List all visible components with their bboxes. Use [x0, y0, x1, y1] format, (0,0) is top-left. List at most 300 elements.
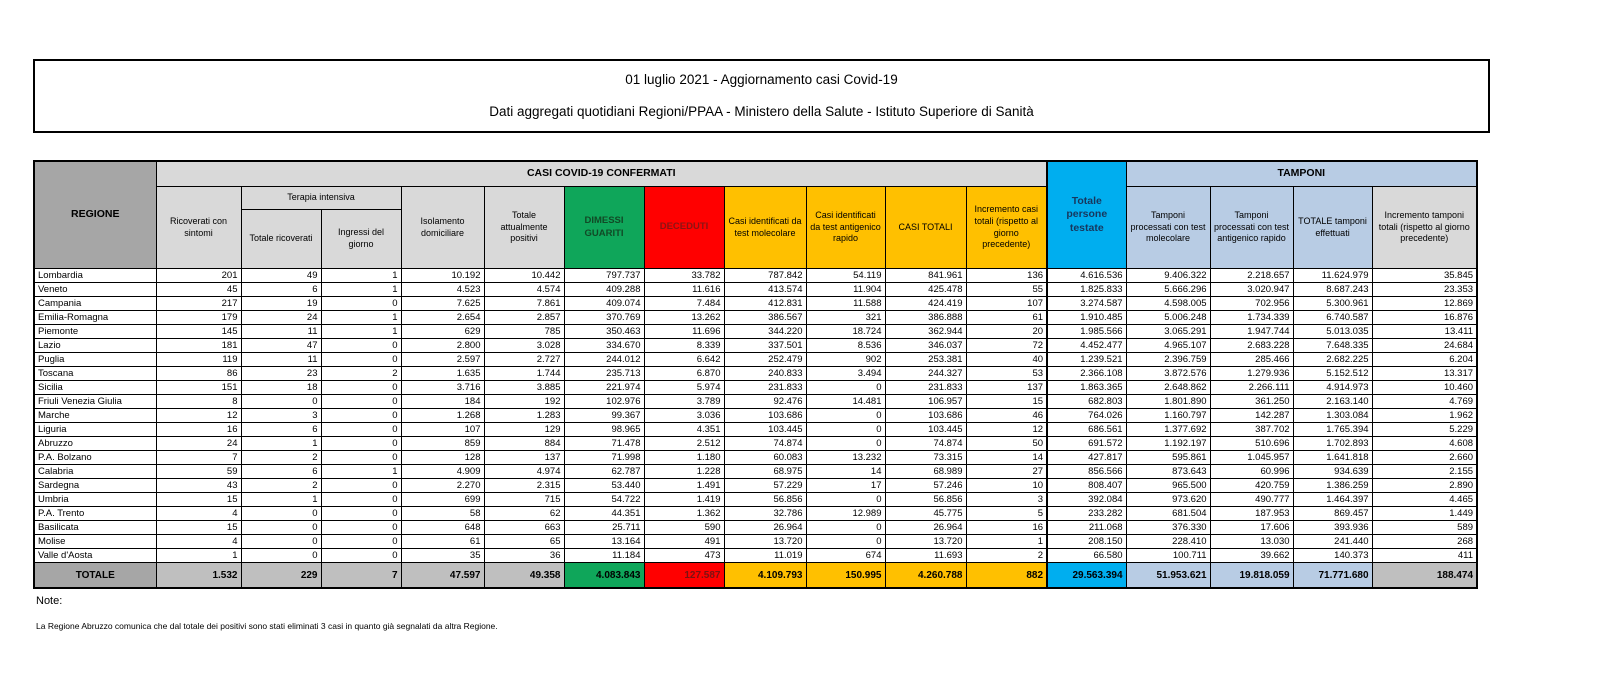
col-header-deceduti: DECEDUTI [644, 187, 724, 269]
value-cell: 6 [241, 283, 321, 297]
value-cell: 16.876 [1372, 311, 1477, 325]
value-cell: 2.800 [401, 339, 484, 353]
value-cell: 1.160.797 [1126, 409, 1210, 423]
table-row [34, 353, 1477, 367]
value-cell: 702.956 [1210, 297, 1293, 311]
value-cell: 4 [156, 535, 241, 549]
value-cell: 344.220 [724, 325, 806, 339]
value-cell: 1.180 [644, 451, 724, 465]
value-cell: 102.976 [564, 395, 644, 409]
value-cell: 11.624.979 [1293, 269, 1372, 283]
value-cell: 1 [321, 465, 401, 479]
value-cell: 11 [241, 325, 321, 339]
total-value-cell: 49.358 [484, 563, 564, 589]
value-cell: 208.150 [1047, 535, 1126, 549]
value-cell: 1 [321, 269, 401, 283]
value-cell: 4.965.107 [1126, 339, 1210, 353]
table-body [34, 269, 1477, 589]
value-cell: 0 [321, 493, 401, 507]
report-header [33, 59, 1490, 133]
region-name-cell: Calabria [34, 465, 156, 479]
value-cell: 8.687.243 [1293, 283, 1372, 297]
value-cell: 10.460 [1372, 381, 1477, 395]
value-cell: 4.616.536 [1047, 269, 1126, 283]
value-cell: 0 [806, 381, 885, 395]
table-row [34, 325, 1477, 339]
value-cell: 5.300.961 [1293, 297, 1372, 311]
col-header-casi-totali: CASI TOTALI [885, 187, 966, 269]
value-cell: 764.026 [1047, 409, 1126, 423]
region-name-cell: Lazio [34, 339, 156, 353]
value-cell: 1.377.692 [1126, 423, 1210, 437]
value-cell: 3.028 [484, 339, 564, 353]
value-cell: 4.452.477 [1047, 339, 1126, 353]
value-cell: 3.716 [401, 381, 484, 395]
value-cell: 71.998 [564, 451, 644, 465]
table-row [34, 423, 1477, 437]
total-value-cell: 4.260.788 [885, 563, 966, 589]
value-cell: 1.635 [401, 367, 484, 381]
value-cell: 9.406.322 [1126, 269, 1210, 283]
value-cell: 53.440 [564, 479, 644, 493]
value-cell: 10.192 [401, 269, 484, 283]
value-cell: 5.974 [644, 381, 724, 395]
value-cell: 86 [156, 367, 241, 381]
value-cell: 181 [156, 339, 241, 353]
value-cell: 99.367 [564, 409, 644, 423]
region-name-cell: Toscana [34, 367, 156, 381]
value-cell: 0 [241, 395, 321, 409]
value-cell: 137 [484, 451, 564, 465]
value-cell: 7.648.335 [1293, 339, 1372, 353]
value-cell: 11.696 [644, 325, 724, 339]
value-cell: 6.740.587 [1293, 311, 1372, 325]
value-cell: 57.229 [724, 479, 806, 493]
value-cell: 217 [156, 297, 241, 311]
col-header-ricoverati-sintomi: Ricoverati con sintomi [156, 187, 241, 269]
value-cell: 3.885 [484, 381, 564, 395]
col-header-regione: REGIONE [34, 161, 156, 269]
value-cell: 1.362 [644, 507, 724, 521]
value-cell: 71.478 [564, 437, 644, 451]
value-cell: 8 [156, 395, 241, 409]
value-cell: 663 [484, 521, 564, 535]
col-header-persone-testate: Totale persone testate [1047, 161, 1126, 269]
region-name-cell: Campania [34, 297, 156, 311]
value-cell: 61 [401, 535, 484, 549]
value-cell: 1.985.566 [1047, 325, 1126, 339]
region-name-cell: Liguria [34, 423, 156, 437]
col-header-terapia-intensiva: Terapia intensiva [241, 187, 401, 210]
value-cell: 1.641.818 [1293, 451, 1372, 465]
value-cell: 1.947.744 [1210, 325, 1293, 339]
value-cell: 0 [321, 507, 401, 521]
col-header-attualmente-positivi: Totale attualmente positivi [484, 187, 564, 269]
value-cell: 6.642 [644, 353, 724, 367]
value-cell: 184 [401, 395, 484, 409]
value-cell: 4.608 [1372, 437, 1477, 451]
value-cell: 0 [806, 521, 885, 535]
value-cell: 142.287 [1210, 409, 1293, 423]
value-cell: 1.863.365 [1047, 381, 1126, 395]
value-cell: 145 [156, 325, 241, 339]
value-cell: 2.163.140 [1293, 395, 1372, 409]
value-cell: 346.037 [885, 339, 966, 353]
value-cell: 18.724 [806, 325, 885, 339]
total-value-cell: 47.597 [401, 563, 484, 589]
value-cell: 240.833 [724, 367, 806, 381]
value-cell: 235.713 [564, 367, 644, 381]
value-cell: 0 [241, 549, 321, 563]
value-cell: 35 [401, 549, 484, 563]
table-row [34, 451, 1477, 465]
value-cell: 420.759 [1210, 479, 1293, 493]
value-cell: 20 [966, 325, 1047, 339]
value-cell: 107 [966, 297, 1047, 311]
value-cell: 595.861 [1126, 451, 1210, 465]
col-header-totale-ricoverati: Totale ricoverati [241, 210, 321, 269]
value-cell: 53 [966, 367, 1047, 381]
value-cell: 187.953 [1210, 507, 1293, 521]
value-cell: 100.711 [1126, 549, 1210, 563]
value-cell: 2.512 [644, 437, 724, 451]
col-header-isolamento: Isolamento domiciliare [401, 187, 484, 269]
value-cell: 24.684 [1372, 339, 1477, 353]
value-cell: 4.523 [401, 283, 484, 297]
table-row [34, 507, 1477, 521]
value-cell: 36 [484, 549, 564, 563]
value-cell: 14 [806, 465, 885, 479]
value-cell: 873.643 [1126, 465, 1210, 479]
value-cell: 23 [241, 367, 321, 381]
value-cell: 24 [156, 437, 241, 451]
value-cell: 60.996 [1210, 465, 1293, 479]
total-value-cell: 1.532 [156, 563, 241, 589]
value-cell: 47 [241, 339, 321, 353]
value-cell: 4.574 [484, 283, 564, 297]
value-cell: 103.445 [885, 423, 966, 437]
value-cell: 808.407 [1047, 479, 1126, 493]
value-cell: 2.366.108 [1047, 367, 1126, 381]
value-cell: 10 [966, 479, 1047, 493]
col-header-incremento-casi: Incremento casi totali (rispetto al giorno precedente) [966, 187, 1047, 269]
value-cell: 884 [484, 437, 564, 451]
note-text: La Regione Abruzzo comunica che dal totale dei positivi sono stati eliminati 3 casi in quanto già segnalati da altra Regione. [36, 621, 498, 631]
value-cell: 1.801.890 [1126, 395, 1210, 409]
value-cell: 57.246 [885, 479, 966, 493]
value-cell: 45 [156, 283, 241, 297]
value-cell: 4.598.005 [1126, 297, 1210, 311]
value-cell: 13.164 [564, 535, 644, 549]
region-name-cell: Sardegna [34, 479, 156, 493]
table-row [34, 493, 1477, 507]
value-cell: 11.588 [806, 297, 885, 311]
table-row [34, 437, 1477, 451]
value-cell: 1.192.197 [1126, 437, 1210, 451]
value-cell: 55 [966, 283, 1047, 297]
value-cell: 119 [156, 353, 241, 367]
value-cell: 25.711 [564, 521, 644, 535]
value-cell: 1.910.485 [1047, 311, 1126, 325]
value-cell: 386.888 [885, 311, 966, 325]
value-cell: 7.484 [644, 297, 724, 311]
value-cell: 68.989 [885, 465, 966, 479]
value-cell: 0 [321, 437, 401, 451]
value-cell: 12.869 [1372, 297, 1477, 311]
covid-data-table [33, 160, 1478, 589]
value-cell: 841.961 [885, 269, 966, 283]
value-cell: 13.720 [885, 535, 966, 549]
value-cell: 3.036 [644, 409, 724, 423]
region-name-cell: Lombardia [34, 269, 156, 283]
value-cell: 409.288 [564, 283, 644, 297]
value-cell: 0 [321, 339, 401, 353]
value-cell: 54.119 [806, 269, 885, 283]
total-value-cell: 29.563.394 [1047, 563, 1126, 589]
value-cell: 1.045.957 [1210, 451, 1293, 465]
table-row [34, 367, 1477, 381]
value-cell: 0 [321, 353, 401, 367]
region-name-cell: P.A. Trento [34, 507, 156, 521]
table-row [34, 409, 1477, 423]
value-cell: 39.662 [1210, 549, 1293, 563]
value-cell: 1 [966, 535, 1047, 549]
value-cell: 2.315 [484, 479, 564, 493]
region-name-cell: P.A. Bolzano [34, 451, 156, 465]
total-value-cell: 51.953.621 [1126, 563, 1210, 589]
value-cell: 425.478 [885, 283, 966, 297]
value-cell: 2 [321, 367, 401, 381]
region-name-cell: Sicilia [34, 381, 156, 395]
value-cell: 1.765.394 [1293, 423, 1372, 437]
value-cell: 13.030 [1210, 535, 1293, 549]
value-cell: 107 [401, 423, 484, 437]
notes-heading: Note: [36, 595, 63, 607]
value-cell: 1.734.339 [1210, 311, 1293, 325]
value-cell: 17 [806, 479, 885, 493]
value-cell: 72 [966, 339, 1047, 353]
value-cell: 26.964 [724, 521, 806, 535]
value-cell: 902 [806, 353, 885, 367]
value-cell: 1 [321, 311, 401, 325]
value-cell: 409.074 [564, 297, 644, 311]
table-row [34, 521, 1477, 535]
value-cell: 98.965 [564, 423, 644, 437]
col-header-tamponi-antigenico: Tamponi processati con test antigenico rapido [1210, 187, 1293, 269]
value-cell: 1.283 [484, 409, 564, 423]
band-header-confermati: CASI COVID-19 CONFERMATI [156, 161, 1047, 187]
value-cell: 59 [156, 465, 241, 479]
total-value-cell: 71.771.680 [1293, 563, 1372, 589]
total-value-cell: 4.083.843 [564, 563, 644, 589]
value-cell: 2.857 [484, 311, 564, 325]
region-name-cell: Valle d'Aosta [34, 549, 156, 563]
table-row [34, 465, 1477, 479]
col-header-casi-molecolare: Casi identificati da test molecolare [724, 187, 806, 269]
table-row [34, 549, 1477, 563]
region-name-cell: Piemonte [34, 325, 156, 339]
value-cell: 11.616 [644, 283, 724, 297]
value-cell: 6 [241, 465, 321, 479]
value-cell: 24 [241, 311, 321, 325]
value-cell: 268 [1372, 535, 1477, 549]
value-cell: 211.068 [1047, 521, 1126, 535]
value-cell: 856.566 [1047, 465, 1126, 479]
table-row [34, 269, 1477, 283]
value-cell: 411 [1372, 549, 1477, 563]
table-row [34, 395, 1477, 409]
value-cell: 1 [321, 283, 401, 297]
value-cell: 3.872.576 [1126, 367, 1210, 381]
value-cell: 361.250 [1210, 395, 1293, 409]
value-cell: 629 [401, 325, 484, 339]
value-cell: 2 [241, 451, 321, 465]
value-cell: 201 [156, 269, 241, 283]
value-cell: 674 [806, 549, 885, 563]
value-cell: 1.239.521 [1047, 353, 1126, 367]
value-cell: 231.833 [724, 381, 806, 395]
value-cell: 2.654 [401, 311, 484, 325]
value-cell: 0 [321, 423, 401, 437]
region-name-cell: Puglia [34, 353, 156, 367]
value-cell: 715 [484, 493, 564, 507]
value-cell: 192 [484, 395, 564, 409]
value-cell: 13.262 [644, 311, 724, 325]
value-cell: 92.476 [724, 395, 806, 409]
value-cell: 2.890 [1372, 479, 1477, 493]
value-cell: 74.874 [724, 437, 806, 451]
value-cell: 2.683.228 [1210, 339, 1293, 353]
region-name-cell: Marche [34, 409, 156, 423]
value-cell: 5.006.248 [1126, 311, 1210, 325]
total-value-cell: 19.818.059 [1210, 563, 1293, 589]
value-cell: 65 [484, 535, 564, 549]
value-cell: 1 [156, 549, 241, 563]
total-row [34, 563, 1477, 589]
value-cell: 3 [966, 493, 1047, 507]
value-cell: 413.574 [724, 283, 806, 297]
value-cell: 3.789 [644, 395, 724, 409]
value-cell: 1.702.893 [1293, 437, 1372, 451]
value-cell: 8.536 [806, 339, 885, 353]
value-cell: 3 [241, 409, 321, 423]
value-cell: 2.155 [1372, 465, 1477, 479]
notes-section [36, 595, 498, 631]
value-cell: 129 [484, 423, 564, 437]
total-value-cell: 7 [321, 563, 401, 589]
value-cell: 5.152.512 [1293, 367, 1372, 381]
value-cell: 12 [156, 409, 241, 423]
value-cell: 0 [321, 479, 401, 493]
value-cell: 26.964 [885, 521, 966, 535]
value-cell: 0 [321, 297, 401, 311]
value-cell: 0 [321, 521, 401, 535]
table-row [34, 381, 1477, 395]
value-cell: 1.962 [1372, 409, 1477, 423]
value-cell: 869.457 [1293, 507, 1372, 521]
value-cell: 1.744 [484, 367, 564, 381]
value-cell: 11.693 [885, 549, 966, 563]
value-cell: 43 [156, 479, 241, 493]
value-cell: 1.464.397 [1293, 493, 1372, 507]
table-row [34, 535, 1477, 549]
value-cell: 13.411 [1372, 325, 1477, 339]
value-cell: 14.481 [806, 395, 885, 409]
value-cell: 151 [156, 381, 241, 395]
value-cell: 0 [806, 535, 885, 549]
value-cell: 350.463 [564, 325, 644, 339]
value-cell: 3.065.291 [1126, 325, 1210, 339]
value-cell: 0 [241, 535, 321, 549]
value-cell: 103.445 [724, 423, 806, 437]
value-cell: 66.580 [1047, 549, 1126, 563]
value-cell: 473 [644, 549, 724, 563]
value-cell: 10.442 [484, 269, 564, 283]
value-cell: 15 [156, 521, 241, 535]
total-value-cell: 229 [241, 563, 321, 589]
total-value-cell: 188.474 [1372, 563, 1477, 589]
value-cell: 5.666.296 [1126, 283, 1210, 297]
value-cell: 973.620 [1126, 493, 1210, 507]
value-cell: 1.279.936 [1210, 367, 1293, 381]
value-cell: 231.833 [885, 381, 966, 395]
value-cell: 13.317 [1372, 367, 1477, 381]
value-cell: 0 [806, 423, 885, 437]
value-cell: 50 [966, 437, 1047, 451]
value-cell: 179 [156, 311, 241, 325]
value-cell: 7.625 [401, 297, 484, 311]
value-cell: 0 [806, 437, 885, 451]
value-cell: 45.775 [885, 507, 966, 521]
value-cell: 4.769 [1372, 395, 1477, 409]
value-cell: 1 [321, 325, 401, 339]
value-cell: 74.874 [885, 437, 966, 451]
col-header-dimessi-guariti: DIMESSI GUARITI [564, 187, 644, 269]
value-cell: 54.722 [564, 493, 644, 507]
total-value-cell: 150.995 [806, 563, 885, 589]
value-cell: 392.084 [1047, 493, 1126, 507]
value-cell: 3.020.947 [1210, 283, 1293, 297]
value-cell: 4 [156, 507, 241, 521]
total-label-cell: TOTALE [34, 563, 156, 589]
total-value-cell: 882 [966, 563, 1047, 589]
value-cell: 2 [241, 479, 321, 493]
table-row [34, 311, 1477, 325]
value-cell: 1.386.259 [1293, 479, 1372, 493]
value-cell: 787.842 [724, 269, 806, 283]
value-cell: 691.572 [1047, 437, 1126, 451]
table-row [34, 283, 1477, 297]
value-cell: 46 [966, 409, 1047, 423]
value-cell: 7.861 [484, 297, 564, 311]
value-cell: 5 [966, 507, 1047, 521]
value-cell: 11 [241, 353, 321, 367]
value-cell: 0 [806, 493, 885, 507]
value-cell: 16 [966, 521, 1047, 535]
value-cell: 244.012 [564, 353, 644, 367]
value-cell: 23.353 [1372, 283, 1477, 297]
value-cell: 510.696 [1210, 437, 1293, 451]
value-cell: 68.975 [724, 465, 806, 479]
value-cell: 0 [806, 409, 885, 423]
value-cell: 61 [966, 311, 1047, 325]
value-cell: 14 [966, 451, 1047, 465]
region-name-cell: Veneto [34, 283, 156, 297]
value-cell: 490.777 [1210, 493, 1293, 507]
value-cell: 33.782 [644, 269, 724, 283]
total-value-cell: 127.587 [644, 563, 724, 589]
value-cell: 0 [321, 381, 401, 395]
